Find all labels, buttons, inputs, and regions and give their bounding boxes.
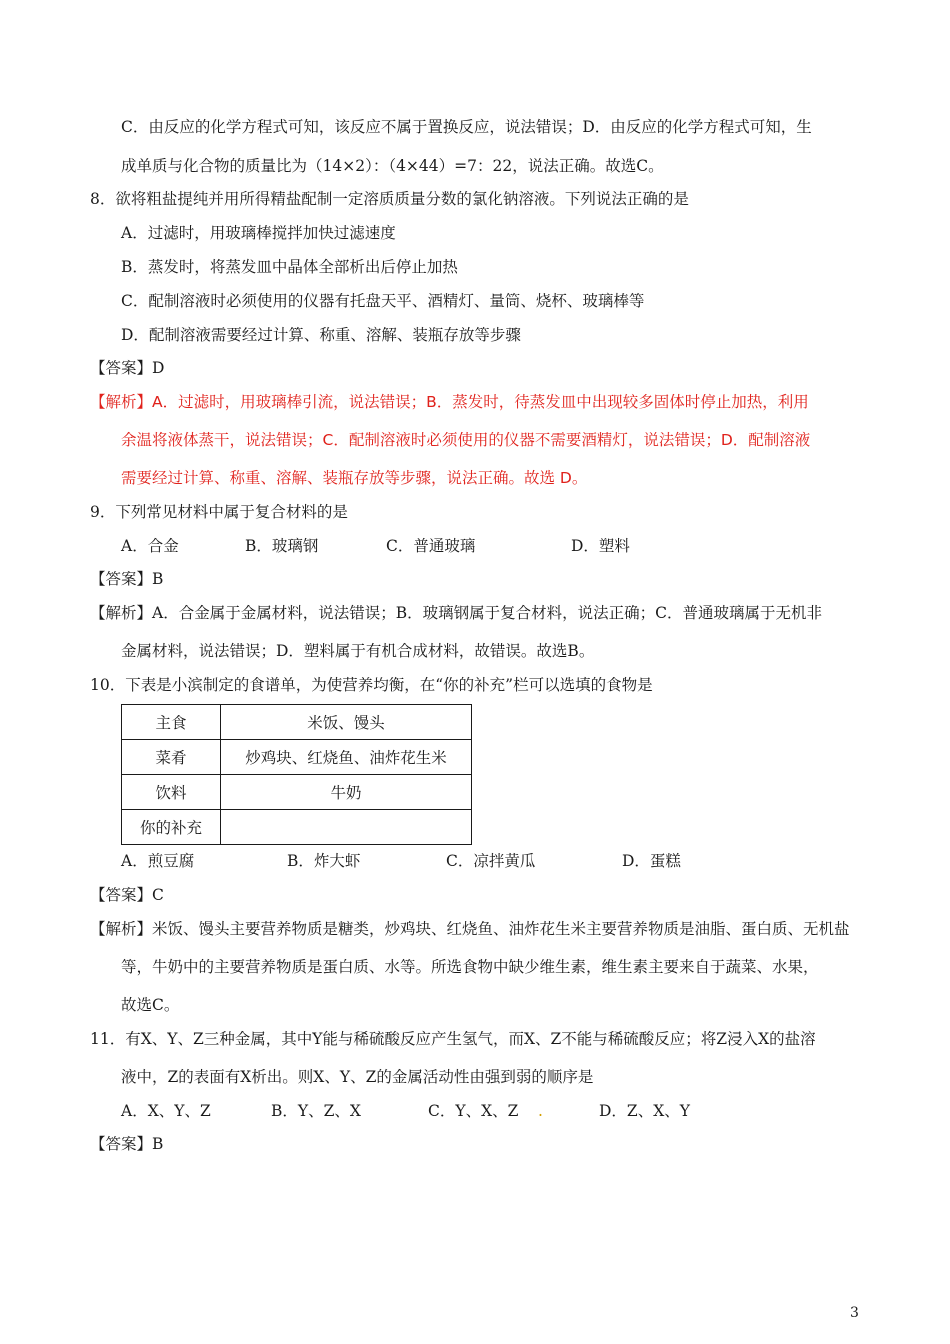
table-key-cell: 饮料 (122, 775, 221, 810)
q9-option-d: D．塑料 (571, 537, 630, 555)
q10-option-d: D．蛋糕 (622, 852, 681, 870)
table-row (122, 740, 472, 775)
q9-analysis-line: 【解析】A．合金属于金属材料，说法错误；B．玻璃钢属于复合材料，说法正确；C．普通玻璃属于无机非 (90, 604, 822, 622)
q9-analysis-line: 金属材料，说法错误；D．塑料属于有机合成材料，故错误。故选B。 (121, 642, 595, 660)
q10-analysis-line: 等，牛奶中的主要营养物质是蛋白质、水等。所选食物中缺少维生素，维生素主要来自于蔬菜、水果， (121, 958, 819, 976)
table-value-cell: 牛奶 (221, 775, 472, 810)
page-number: 3 (850, 1305, 859, 1321)
q9-option-a: A．合金 (121, 537, 179, 555)
q8-option-a: A．过滤时，用玻璃棒搅拌加快过滤速度 (121, 224, 396, 242)
table-row (122, 810, 472, 845)
q11-answer: 【答案】B (90, 1135, 164, 1153)
q10-option-c: C．凉拌黄瓜 (446, 852, 536, 870)
q11-option-b: B．Y、Z、X (271, 1102, 361, 1120)
stray-dot: . (538, 1102, 543, 1120)
table-value-cell: 米饭、馒头 (221, 705, 472, 740)
q10-stem: 10．下表是小滨制定的食谱单，为使营养均衡，在“你的补充”栏可以选填的食物是 (90, 676, 653, 694)
q11-stem: 11．有X、Y、Z三种金属，其中Y能与稀硫酸反应产生氢气，而X、Z不能与稀硫酸反应；将Z浸入X的盐溶 (90, 1030, 816, 1048)
q9-option-c: C．普通玻璃 (386, 537, 476, 555)
q8-analysis-line: 余温将液体蒸干，说法错误；C．配制溶液时必须使用的仪器不需要酒精灯，说法错误；D．配制溶液 (121, 431, 811, 449)
q10-answer: 【答案】C (90, 886, 164, 904)
table-value-cell: 炒鸡块、红烧鱼、油炸花生米 (221, 740, 472, 775)
q11-option-a: A．X、Y、Z (121, 1102, 211, 1120)
q7-analysis-line: C．由反应的化学方程式可知，该反应不属于置换反应，说法错误；D．由反应的化学方程式可知，生 (121, 118, 812, 136)
q9-stem: 9．下列常见材料中属于复合材料的是 (90, 503, 348, 521)
q10-option-a: A．煎豆腐 (121, 852, 195, 870)
q9-option-b: B．玻璃钢 (245, 537, 319, 555)
q8-option-b: B．蒸发时，将蒸发皿中晶体全部析出后停止加热 (121, 258, 458, 276)
q8-analysis-line: 【解析】A．过滤时，用玻璃棒引流，说法错误；B．蒸发时，待蒸发皿中出现较多固体时停止加热，利用 (90, 393, 809, 411)
q8-option-d: D．配制溶液需要经过计算、称重、溶解、装瓶存放等步骤 (121, 326, 521, 344)
menu-table (121, 704, 472, 845)
q7-analysis-line: 成单质与化合物的质量比为（14×2）：（4×44）=7：22，说法正确。故选C。 (121, 157, 664, 175)
table-key-cell: 主食 (122, 705, 221, 740)
q8-analysis-line: 需要经过计算、称重、溶解、装瓶存放等步骤，说法正确。故选 D。 (121, 469, 588, 487)
q11-option-d: D．Z、X、Y (599, 1102, 690, 1120)
q8-option-c: C．配制溶液时必须使用的仪器有托盘天平、酒精灯、量筒、烧杯、玻璃棒等 (121, 292, 645, 310)
q8-stem: 8．欲将粗盐提纯并用所得精盐配制一定溶质质量分数的氯化钠溶液。下列说法正确的是 (90, 190, 689, 208)
q11-option-c: C．Y、X、Z (428, 1102, 519, 1120)
q10-analysis-line: 故选C。 (121, 996, 180, 1014)
q9-answer: 【答案】B (90, 570, 164, 588)
q8-answer: 【答案】D (90, 359, 165, 377)
table-key-cell: 你的补充 (122, 810, 221, 845)
table-key-cell: 菜肴 (122, 740, 221, 775)
table-value-cell (221, 810, 472, 845)
q10-option-b: B．炸大虾 (287, 852, 361, 870)
table-row (122, 775, 472, 810)
q10-analysis-line: 【解析】米饭、馒头主要营养物质是糖类，炒鸡块、红烧鱼、油炸花生米主要营养物质是油脂、蛋白质、无机盐 (90, 920, 850, 938)
table-row (122, 705, 472, 740)
q11-stem-continued: 液中，Z的表面有X析出。则X、Y、Z的金属活动性由强到弱的顺序是 (121, 1068, 594, 1086)
